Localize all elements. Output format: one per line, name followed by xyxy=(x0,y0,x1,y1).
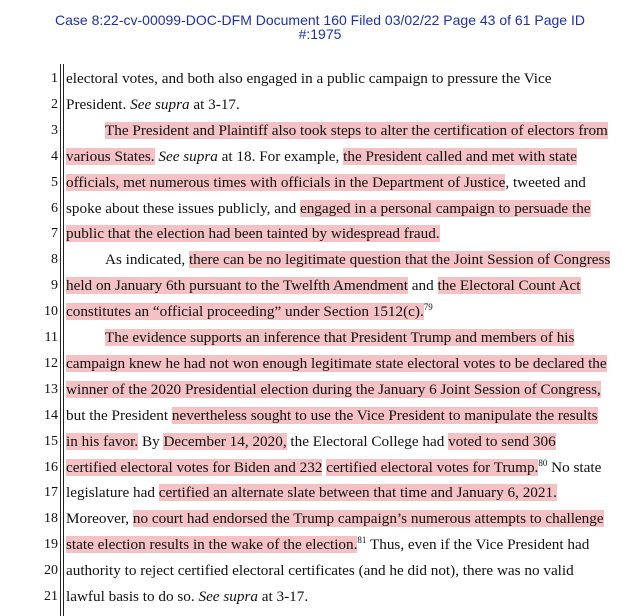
highlighted-text: no court had endorsed the Trump campaign’s numerous attempts to challenge xyxy=(132,510,604,528)
line-number: 15 xyxy=(44,433,58,449)
highlighted-text: December 14, 2020, xyxy=(163,432,287,450)
footnote-ref: 81 xyxy=(357,535,367,546)
text-line xyxy=(66,459,612,477)
text-segment: Moreover, xyxy=(66,510,133,528)
highlighted-text: winner of the 2020 Presidential election during the January 6 Joint Session of Congress, xyxy=(66,380,601,398)
left-margin-rule-inner xyxy=(63,64,64,616)
text-segment: As indicated, xyxy=(105,251,189,269)
line-number: 13 xyxy=(44,381,58,397)
citation-signal: See supra xyxy=(130,95,190,113)
line-number: 16 xyxy=(44,459,58,475)
text-segment: and xyxy=(408,277,438,295)
text-line xyxy=(66,277,612,295)
highlighted-text: engaged in a personal campaign to persuade the xyxy=(299,199,591,217)
text-line xyxy=(66,381,612,399)
line-number: 10 xyxy=(44,304,58,320)
highlighted-text: The evidence supports an inference that President Trump and members of his xyxy=(105,329,575,346)
line-number: 7 xyxy=(51,226,58,242)
highlighted-text: officials, met numerous times with officials in the Department of Justice xyxy=(66,173,506,191)
text-segment: but the President xyxy=(66,406,172,424)
text-line xyxy=(66,536,612,554)
highlighted-text: certified electoral votes for Biden and 232 xyxy=(66,458,323,476)
case-header-line-1: Case 8:22-cv-00099-DOC-DFM Document 160 Filed 03/02/22 Page 43 of 61 Page ID xyxy=(55,12,585,28)
text-line xyxy=(66,148,612,166)
line-number: 8 xyxy=(51,252,58,268)
highlighted-text: held on January 6th pursuant to the Twelfth Amendment xyxy=(66,277,408,295)
highlighted-text: in his favor. xyxy=(66,432,139,450)
text-segment: lawful basis to do so. xyxy=(66,588,199,605)
text-line xyxy=(66,70,612,88)
line-number: 4 xyxy=(51,148,58,164)
text-line xyxy=(66,355,612,373)
line-number: 11 xyxy=(44,330,58,345)
text-segment: at 18. For example, xyxy=(217,147,344,165)
footnote-ref: 80 xyxy=(538,457,548,468)
text-line xyxy=(66,562,612,580)
text-segment: authority to reject certified electoral certificates (and he did not), there was no valid xyxy=(66,562,574,580)
line-number: 17 xyxy=(44,485,58,501)
text-line xyxy=(105,329,612,347)
highlighted-text: certified an alternate slate between that time and January 6, 2021. xyxy=(158,484,557,502)
highlighted-text: nevertheless sought to use the Vice President to manipulate the results xyxy=(171,406,598,424)
text-line xyxy=(66,433,612,451)
text-segment: at 3-17. xyxy=(257,588,309,605)
text-line xyxy=(66,174,612,192)
text-segment: Thus, even if the Vice President had xyxy=(366,536,590,554)
line-number: 1 xyxy=(51,71,58,86)
text-line xyxy=(66,225,612,243)
citation-signal: See supra xyxy=(198,588,258,605)
text-line xyxy=(66,510,612,528)
line-number: 3 xyxy=(51,122,58,138)
text-line xyxy=(66,96,612,114)
text-line xyxy=(105,251,612,269)
highlighted-text: voted to send 306 xyxy=(448,432,556,450)
text-line xyxy=(66,200,612,218)
highlighted-text: campaign knew he had not won enough legitimate state electoral votes to be declared the xyxy=(66,354,607,372)
line-number: 21 xyxy=(44,589,58,604)
line-number: 6 xyxy=(51,200,58,216)
line-number: 12 xyxy=(44,355,58,371)
text-segment: the Electoral College had xyxy=(286,432,449,450)
line-number: 5 xyxy=(51,174,58,190)
text-line xyxy=(66,484,612,502)
text-line xyxy=(105,122,612,140)
line-number: 2 xyxy=(51,96,58,112)
line-number: 20 xyxy=(44,563,58,579)
highlighted-text: public that the election had been tainted by widespread fraud. xyxy=(66,225,440,243)
highlighted-text: constitutes an “official proceeding” under Section 1512(c). xyxy=(66,303,424,321)
text-line xyxy=(66,588,612,606)
text-segment: at 3-17. xyxy=(189,95,240,113)
case-header-line-2: #:1975 xyxy=(298,26,342,42)
text-segment: legislature had xyxy=(66,484,159,502)
highlighted-text: the President called and met with state xyxy=(343,147,577,165)
text-segment: spoke about these issues publicly, and xyxy=(66,199,300,217)
text-segment: , tweeted and xyxy=(505,173,586,191)
highlighted-text: there can be no legitimate question that the Joint Session of Congress xyxy=(188,251,611,269)
highlighted-text: various States. xyxy=(66,147,155,165)
line-number: 19 xyxy=(44,537,58,553)
highlighted-text: the Electoral Count Act xyxy=(437,277,581,295)
text-line xyxy=(66,407,612,425)
footnote-ref: 79 xyxy=(423,302,433,313)
text-segment: No state xyxy=(547,458,602,476)
line-number: 14 xyxy=(44,407,58,423)
line-number: 18 xyxy=(44,511,58,527)
citation-signal: See supra xyxy=(158,147,218,165)
text-segment: President. xyxy=(66,95,131,113)
highlighted-text: certified electoral votes for Trump. xyxy=(326,458,539,476)
text-line xyxy=(66,303,612,321)
highlighted-text: state election results in the wake of the election. xyxy=(66,536,358,554)
text-segment: By xyxy=(138,432,164,450)
text-segment: electoral votes, and both also engaged in a public campaign to pressure the Vice xyxy=(66,70,552,87)
left-margin-rule-outer xyxy=(60,64,61,616)
line-number: 9 xyxy=(51,278,58,294)
highlighted-text: The President and Plaintiff also took steps to alter the certification of electors from xyxy=(105,121,608,139)
